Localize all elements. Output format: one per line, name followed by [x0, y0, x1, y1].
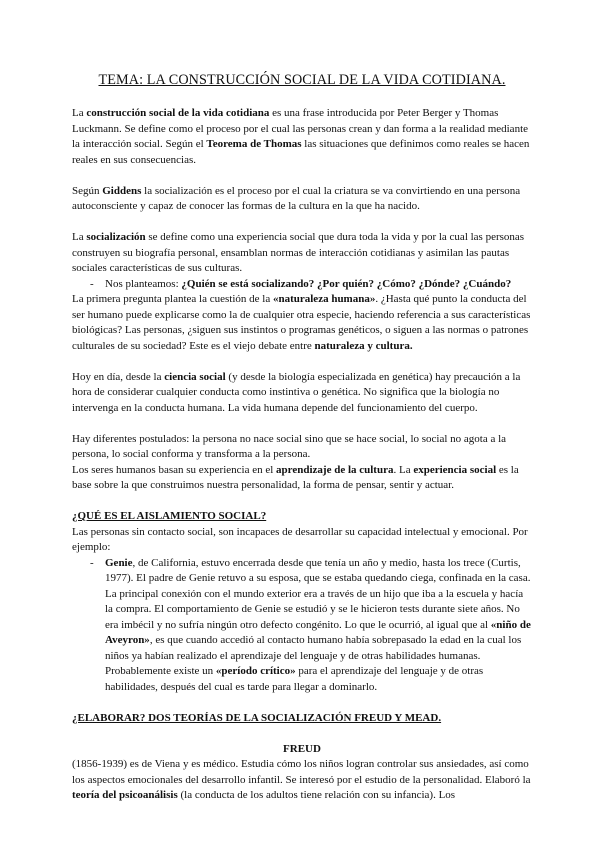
list-dash: -: [90, 277, 94, 290]
document-page: [72, 72, 532, 804]
paragraph-freud: (1856-1939) es de Viena y es médico. Estudia cómo los niños logran controlar sus ansiedades, así como los aspectos emocionales del desarrollo infantil. Se interesó por el estudio de la personalidad. Elaboró la teoría del psicoanálisis (la conducta de los adultos tiene relación con su infancia). Los: [72, 758, 531, 801]
paragraph-experiencia-social: Los seres humanos basan su experiencia en el aprendizaje de la cultura. La experiencia social es la base sobre la que construimos nuestra personalidad, la forma de pensar, sentir y actuar.: [72, 463, 519, 491]
paragraph-construccion-social: La construcción social de la vida cotidiana es una frase introducida por Peter Berger y Thomas Luckmann. Se define como el proceso por el cual las personas crean y dan forma a la realidad mediante la interacción social. Según el Teorema de Thomas las situaciones que definimos como reales se hacen reales en sus consecuencias.: [72, 107, 530, 166]
list-dash: -: [90, 556, 94, 569]
document-title: TEMA: LA CONSTRUCCIÓN SOCIAL DE LA VIDA COTIDIANA.: [98, 72, 506, 88]
list-item-genie: - Genie, de California, estuvo encerrada desde que tenía un año y medio, hasta los trece (Curtis, 1977). El padre de Genie retuvo a su esposa, que se estaba quedando ciega, confinada en la casa. La principal conexión con el mundo exterior era a través de un hijo que iba a la escuela y hacía la compra. El comportamiento de Genie se estudió y se le hicieron tests durante siete años. No era imbécil y no sufría ningún otro defecto congénito. Lo que le ocurrió, al igual que al «niño de Aveyron», es que cuando accedió al contacto humano había sobrepasado la edad en la cual los niños ya habían realizado el aprendizaje del lenguaje y de otras habilidades humanas. Probablemente existe un «período crítico» para el aprendizaje del lenguaje y de otras habilidades, después del cual es tarde para llegar a dominarlo.: [90, 556, 531, 693]
heading-freud: FREUD: [283, 742, 321, 755]
heading-aislamiento-social: ¿QUÉ ES EL AISLAMIENTO SOCIAL?: [72, 510, 267, 522]
list-item-preguntas: - Nos planteamos: ¿Quién se está socializando? ¿Por quién? ¿Cómo? ¿Dónde? ¿Cuándo?: [72, 277, 532, 293]
paragraph-aislamiento: Las personas sin contacto social, son incapaces de desarrollar su capacidad intelectual y emocional. Por ejemplo:: [72, 525, 528, 553]
paragraph-giddens: Según Giddens la socialización es el proceso por el cual la criatura se va convirtiendo en una persona autoconsciente y capaz de conocer las formas de la cultura en la que ha nacido.: [72, 184, 521, 212]
paragraph-ciencia-social: Hoy en día, desde la ciencia social (y desde la biología especializada en genética) hay precaución a la hora de considerar cualquier conducta como instintiva o genética. No significa que la biología no intervenga en la conducta humana. La vida humana depende del funcionamiento del cuerpo.: [72, 370, 521, 414]
paragraph-socializacion: La socialización se define como una experiencia social que dura toda la vida y por la cual las personas construyen su biografía personal, ensamblan normas de interacción cotidianas y asimilan las pautas sociales características de sus culturas.: [72, 231, 525, 274]
paragraph-postulados: Hay diferentes postulados: la persona no nace social sino que se hace social, lo social no agota a la persona, lo social conforma y transforma a la persona.: [72, 432, 507, 460]
paragraph-naturaleza-humana: La primera pregunta plantea la cuestión de la «naturaleza humana». ¿Hasta qué punto la conducta del ser humano puede explicarse como la de cualquier otra especie, haciendo referencia a sus características biológicas? Las personas, ¿siguen sus instintos o programas genéticos, o siguen a las normas o patrones culturales de su sociedad? Este es el viejo debate entre naturaleza y cultura.: [72, 293, 531, 352]
heading-teorias-socializacion: ¿ELABORAR? DOS TEORÍAS DE LA SOCIALIZACIÓN FREUD Y MEAD.: [72, 711, 442, 724]
